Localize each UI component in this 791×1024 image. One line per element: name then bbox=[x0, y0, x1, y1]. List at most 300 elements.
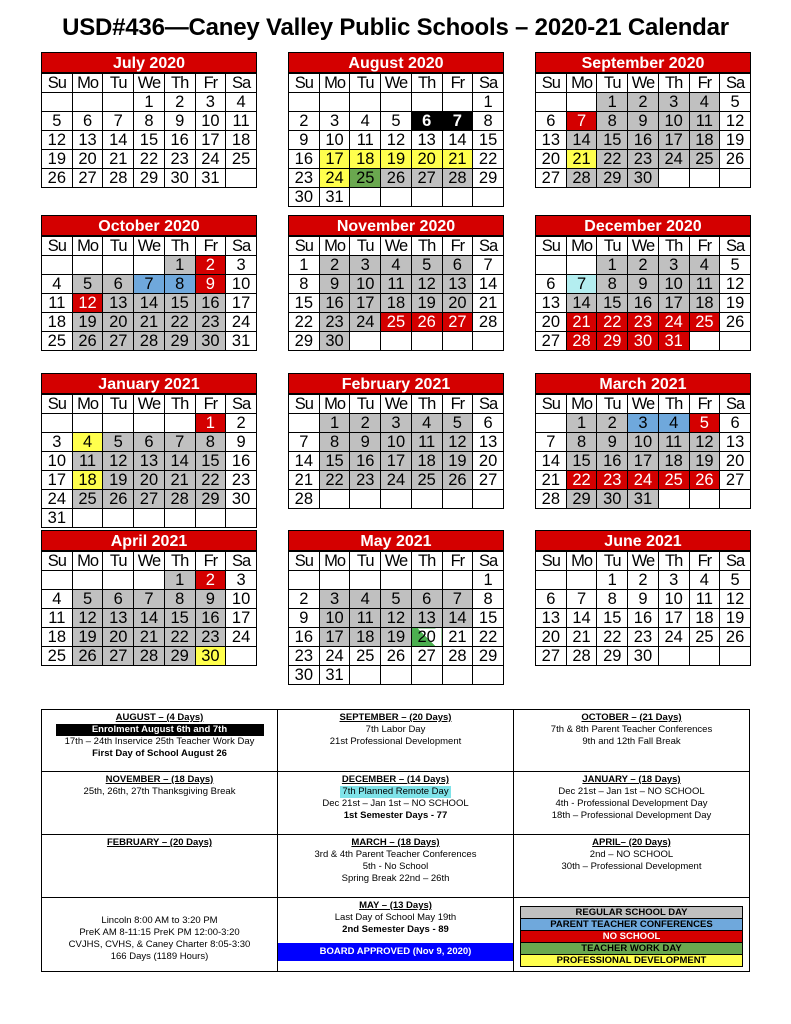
day-cell: 6 bbox=[72, 112, 103, 131]
day-cell: 2 bbox=[164, 93, 195, 112]
day-cell: 13 bbox=[536, 131, 567, 150]
day-cell: 9 bbox=[597, 433, 628, 452]
day-cell: 13 bbox=[536, 294, 567, 313]
weekday-label: Su bbox=[289, 237, 320, 256]
september-heading: SEPTEMBER – (20 Days) bbox=[339, 712, 452, 723]
day-cell: 22 bbox=[566, 471, 597, 490]
day-cell: 4 bbox=[658, 414, 689, 433]
day-cell: 28 bbox=[289, 490, 320, 509]
day-cell: 3 bbox=[195, 93, 226, 112]
april-line-2: 30th – Professional Development bbox=[561, 861, 702, 872]
day-cell: 10 bbox=[226, 590, 257, 609]
day-cell: 27 bbox=[72, 169, 103, 188]
weekday-label: Tu bbox=[103, 237, 134, 256]
empty-cell bbox=[381, 571, 412, 590]
day-cell: 4 bbox=[381, 256, 412, 275]
hours-line-3: CVJHS, CVHS, & Caney Charter 8:05-3:30 bbox=[68, 938, 251, 950]
summary-october bbox=[514, 710, 750, 772]
legend-no-school: NO SCHOOL bbox=[521, 930, 742, 942]
day-cell: 30 bbox=[164, 169, 195, 188]
day-cell: 6 bbox=[536, 275, 567, 294]
day-cell: 24 bbox=[658, 313, 689, 332]
weekday-label: Sa bbox=[473, 395, 504, 414]
day-cell: 30 bbox=[319, 332, 350, 351]
month-title: May 2021 bbox=[288, 530, 504, 551]
day-cell: 9 bbox=[195, 275, 226, 294]
empty-cell bbox=[411, 490, 442, 509]
empty-cell bbox=[658, 490, 689, 509]
day-cell: 16 bbox=[289, 150, 320, 169]
empty-cell bbox=[411, 571, 442, 590]
day-cell: 29 bbox=[164, 647, 195, 666]
day-cell: 18 bbox=[411, 452, 442, 471]
empty-cell bbox=[350, 490, 381, 509]
weekday-label: Su bbox=[536, 395, 567, 414]
weekday-label: Th bbox=[411, 237, 442, 256]
day-cell: 27 bbox=[473, 471, 504, 490]
day-cell: 24 bbox=[319, 647, 350, 666]
weekday-label: Mo bbox=[319, 395, 350, 414]
day-cell: 31 bbox=[658, 332, 689, 351]
empty-cell bbox=[536, 414, 567, 433]
hours-line-2: PreK AM 8-11:15 PreK PM 12:00-3:20 bbox=[79, 926, 240, 938]
weekday-label: Th bbox=[411, 552, 442, 571]
day-cell: 1 bbox=[164, 256, 195, 275]
may-line-1: Last Day of School May 19th bbox=[334, 912, 457, 923]
month-calendar bbox=[288, 373, 504, 509]
day-cell: 7 bbox=[566, 590, 597, 609]
day-cell: 22 bbox=[473, 150, 504, 169]
day-cell: 7 bbox=[473, 256, 504, 275]
day-cell: 15 bbox=[164, 609, 195, 628]
month-title: February 2021 bbox=[288, 373, 504, 394]
summary-november bbox=[42, 772, 278, 835]
day-cell: 3 bbox=[226, 571, 257, 590]
day-cell: 2 bbox=[350, 414, 381, 433]
day-cell: 10 bbox=[195, 112, 226, 131]
day-cell: 24 bbox=[226, 313, 257, 332]
day-cell: 2 bbox=[195, 571, 226, 590]
day-cell: 19 bbox=[720, 609, 751, 628]
empty-cell bbox=[289, 414, 320, 433]
weekday-label: Fr bbox=[195, 237, 226, 256]
empty-cell bbox=[689, 169, 720, 188]
empty-cell bbox=[226, 169, 257, 188]
weekday-label: Sa bbox=[473, 237, 504, 256]
day-cell: 26 bbox=[72, 332, 103, 351]
day-cell: 25 bbox=[350, 647, 381, 666]
day-cell: 27 bbox=[442, 313, 473, 332]
day-cell: 9 bbox=[628, 112, 659, 131]
weekday-label: Tu bbox=[350, 552, 381, 571]
day-cell: 2 bbox=[628, 256, 659, 275]
day-cell: 3 bbox=[319, 112, 350, 131]
month-calendar bbox=[535, 215, 751, 351]
weekday-label: We bbox=[134, 395, 165, 414]
empty-cell bbox=[658, 647, 689, 666]
weekday-label: Sa bbox=[226, 74, 257, 93]
weekday-label: Sa bbox=[226, 552, 257, 571]
day-cell: 13 bbox=[473, 433, 504, 452]
day-cell: 21 bbox=[134, 628, 165, 647]
weekday-label: We bbox=[628, 552, 659, 571]
day-cell: 28 bbox=[134, 332, 165, 351]
weekday-label: Sa bbox=[226, 237, 257, 256]
weekday-label: Tu bbox=[597, 395, 628, 414]
day-cell: 29 bbox=[597, 169, 628, 188]
empty-cell bbox=[350, 93, 381, 112]
empty-cell bbox=[442, 332, 473, 351]
day-cell: 9 bbox=[350, 433, 381, 452]
month-title: July 2020 bbox=[41, 52, 257, 73]
summary-december bbox=[278, 772, 514, 835]
day-cell: 24 bbox=[42, 490, 73, 509]
day-cell: 14 bbox=[164, 452, 195, 471]
day-cell: 22 bbox=[134, 150, 165, 169]
empty-cell bbox=[381, 332, 412, 351]
day-cell: 4 bbox=[42, 275, 73, 294]
day-cell: 1 bbox=[319, 414, 350, 433]
day-cell: 24 bbox=[658, 628, 689, 647]
day-cell: 3 bbox=[658, 93, 689, 112]
day-cell: 5 bbox=[103, 433, 134, 452]
day-cell: 19 bbox=[720, 131, 751, 150]
day-cell: 11 bbox=[350, 131, 381, 150]
day-cell: 6 bbox=[536, 112, 567, 131]
day-cell: 14 bbox=[566, 131, 597, 150]
day-cell: 18 bbox=[350, 628, 381, 647]
day-cell: 25 bbox=[72, 490, 103, 509]
day-cell: 19 bbox=[442, 452, 473, 471]
legend-ptc: PARENT TEACHER CONFERENCES bbox=[521, 918, 742, 930]
weekday-label: Sa bbox=[473, 552, 504, 571]
day-cell: 4 bbox=[689, 256, 720, 275]
day-cell: 12 bbox=[720, 275, 751, 294]
empty-cell bbox=[319, 571, 350, 590]
weekday-label: Sa bbox=[473, 74, 504, 93]
weekday-label: Tu bbox=[350, 74, 381, 93]
empty-cell bbox=[473, 332, 504, 351]
day-cell: 13 bbox=[411, 609, 442, 628]
day-cell: 2 bbox=[226, 414, 257, 433]
day-cell: 2 bbox=[628, 571, 659, 590]
day-cell: 18 bbox=[42, 313, 73, 332]
day-cell: 18 bbox=[42, 628, 73, 647]
day-cell: 26 bbox=[720, 150, 751, 169]
month-calendar bbox=[41, 530, 257, 666]
empty-cell bbox=[72, 414, 103, 433]
month-title: October 2020 bbox=[41, 215, 257, 236]
day-cell: 2 bbox=[289, 112, 320, 131]
day-cell: 14 bbox=[536, 452, 567, 471]
day-cell: 18 bbox=[350, 150, 381, 169]
empty-cell bbox=[536, 256, 567, 275]
september-line-1: 7th Labor Day bbox=[365, 724, 426, 735]
day-cell: 1 bbox=[289, 256, 320, 275]
empty-cell bbox=[134, 571, 165, 590]
day-cell: 19 bbox=[381, 150, 412, 169]
day-cell: 22 bbox=[289, 313, 320, 332]
day-cell: 19 bbox=[381, 628, 412, 647]
day-cell: 5 bbox=[42, 112, 73, 131]
day-cell: 24 bbox=[658, 150, 689, 169]
day-cell: 13 bbox=[720, 433, 751, 452]
weekday-label: Tu bbox=[350, 237, 381, 256]
empty-cell bbox=[381, 666, 412, 685]
day-cell: 21 bbox=[536, 471, 567, 490]
day-cell: 13 bbox=[411, 131, 442, 150]
weekday-label: We bbox=[381, 237, 412, 256]
day-cell: 24 bbox=[628, 471, 659, 490]
day-cell: 26 bbox=[689, 471, 720, 490]
day-cell: 8 bbox=[134, 112, 165, 131]
day-cell: 14 bbox=[566, 294, 597, 313]
day-cell: 20 bbox=[536, 150, 567, 169]
day-cell: 11 bbox=[689, 590, 720, 609]
day-cell: 19 bbox=[689, 452, 720, 471]
day-cell: 6 bbox=[473, 414, 504, 433]
day-cell: 5 bbox=[72, 590, 103, 609]
empty-cell bbox=[103, 571, 134, 590]
day-cell: 16 bbox=[350, 452, 381, 471]
day-cell: 12 bbox=[103, 452, 134, 471]
empty-cell bbox=[536, 571, 567, 590]
day-cell: 23 bbox=[628, 150, 659, 169]
empty-cell bbox=[319, 93, 350, 112]
weekday-label: Th bbox=[658, 552, 689, 571]
weekday-label: Mo bbox=[72, 552, 103, 571]
empty-cell bbox=[42, 256, 73, 275]
day-cell: 23 bbox=[628, 313, 659, 332]
day-cell: 6 bbox=[720, 414, 751, 433]
day-cell: 2 bbox=[319, 256, 350, 275]
day-cell: 28 bbox=[442, 169, 473, 188]
weekday-label: Su bbox=[289, 395, 320, 414]
day-cell: 13 bbox=[103, 294, 134, 313]
day-cell: 27 bbox=[134, 490, 165, 509]
day-cell: 15 bbox=[195, 452, 226, 471]
day-cell: 12 bbox=[411, 275, 442, 294]
day-cell: 17 bbox=[319, 628, 350, 647]
day-cell: 4 bbox=[350, 112, 381, 131]
empty-cell bbox=[411, 332, 442, 351]
day-cell: 12 bbox=[72, 609, 103, 628]
weekday-label: Tu bbox=[597, 552, 628, 571]
weekday-label: Sa bbox=[720, 74, 751, 93]
day-cell: 31 bbox=[226, 332, 257, 351]
day-cell: 22 bbox=[164, 313, 195, 332]
month-calendar bbox=[41, 373, 257, 528]
day-cell: 18 bbox=[226, 131, 257, 150]
day-cell: 11 bbox=[689, 112, 720, 131]
empty-cell bbox=[350, 571, 381, 590]
weekday-label: Tu bbox=[350, 395, 381, 414]
weekday-label: Mo bbox=[566, 237, 597, 256]
empty-cell bbox=[658, 169, 689, 188]
day-cell: 14 bbox=[473, 275, 504, 294]
weekday-label: Mo bbox=[72, 74, 103, 93]
day-cell: 16 bbox=[628, 609, 659, 628]
empty-cell bbox=[226, 509, 257, 528]
day-cell: 20 bbox=[411, 150, 442, 169]
day-cell: 13 bbox=[103, 609, 134, 628]
day-cell: 24 bbox=[195, 150, 226, 169]
day-cell: 9 bbox=[319, 275, 350, 294]
day-cell: 28 bbox=[473, 313, 504, 332]
march-line-2: 5th - No School bbox=[362, 861, 429, 872]
month-title: November 2020 bbox=[288, 215, 504, 236]
month-calendar bbox=[288, 52, 504, 207]
empty-cell bbox=[103, 414, 134, 433]
day-cell: 11 bbox=[381, 275, 412, 294]
empty-cell bbox=[381, 188, 412, 207]
empty-cell bbox=[195, 509, 226, 528]
august-line-2: First Day of School August 26 bbox=[92, 748, 227, 759]
page-title: USD#436—Caney Valley Public Schools – 2020-21 Calendar bbox=[62, 14, 729, 41]
day-cell: 31 bbox=[42, 509, 73, 528]
day-cell: 25 bbox=[381, 313, 412, 332]
summary-january bbox=[514, 772, 750, 835]
weekday-label: Sa bbox=[720, 237, 751, 256]
day-cell: 22 bbox=[195, 471, 226, 490]
weekday-label: Mo bbox=[319, 74, 350, 93]
day-cell: 9 bbox=[195, 590, 226, 609]
weekday-label: Su bbox=[289, 552, 320, 571]
empty-cell bbox=[689, 332, 720, 351]
september-line-2: 21st Professional Development bbox=[329, 736, 462, 747]
day-cell: 29 bbox=[597, 647, 628, 666]
day-cell: 8 bbox=[473, 590, 504, 609]
day-cell: 10 bbox=[658, 275, 689, 294]
weekday-label: Fr bbox=[689, 74, 720, 93]
empty-cell bbox=[350, 188, 381, 207]
month-title: April 2021 bbox=[41, 530, 257, 551]
weekday-label: Th bbox=[658, 237, 689, 256]
day-cell: 20 bbox=[720, 452, 751, 471]
day-cell: 2 bbox=[289, 590, 320, 609]
day-cell: 20 bbox=[103, 628, 134, 647]
weekday-label: Mo bbox=[72, 395, 103, 414]
empty-cell bbox=[350, 332, 381, 351]
day-cell: 15 bbox=[473, 609, 504, 628]
day-cell: 1 bbox=[597, 256, 628, 275]
day-cell: 21 bbox=[442, 150, 473, 169]
day-cell: 16 bbox=[289, 628, 320, 647]
empty-cell bbox=[164, 414, 195, 433]
weekday-label: Tu bbox=[103, 552, 134, 571]
weekday-label: Tu bbox=[103, 74, 134, 93]
day-cell: 5 bbox=[381, 112, 412, 131]
weekday-label: We bbox=[134, 552, 165, 571]
legend-regular: REGULAR SCHOOL DAY bbox=[521, 907, 742, 918]
remote-day-highlight: 7th Planned Remote Day bbox=[342, 786, 449, 797]
day-cell: 10 bbox=[628, 433, 659, 452]
empty-cell bbox=[442, 490, 473, 509]
day-cell: 13 bbox=[442, 275, 473, 294]
day-cell: 28 bbox=[164, 490, 195, 509]
empty-cell bbox=[103, 509, 134, 528]
empty-cell bbox=[473, 188, 504, 207]
month-title: January 2021 bbox=[41, 373, 257, 394]
day-cell: 30 bbox=[195, 647, 226, 666]
day-cell: 3 bbox=[319, 590, 350, 609]
day-cell: 1 bbox=[195, 414, 226, 433]
day-cell: 27 bbox=[720, 471, 751, 490]
day-cell: 4 bbox=[350, 590, 381, 609]
empty-cell bbox=[289, 571, 320, 590]
day-cell: 20 bbox=[103, 313, 134, 332]
day-cell: 27 bbox=[536, 647, 567, 666]
day-cell: 4 bbox=[72, 433, 103, 452]
empty-cell bbox=[442, 188, 473, 207]
weekday-label: Fr bbox=[689, 237, 720, 256]
day-cell: 29 bbox=[566, 490, 597, 509]
empty-cell bbox=[226, 647, 257, 666]
day-cell: 19 bbox=[103, 471, 134, 490]
empty-cell bbox=[42, 571, 73, 590]
day-cell: 21 bbox=[289, 471, 320, 490]
day-cell: 28 bbox=[566, 332, 597, 351]
day-cell: 26 bbox=[72, 647, 103, 666]
day-cell: 26 bbox=[381, 647, 412, 666]
day-cell: 29 bbox=[195, 490, 226, 509]
weekday-label: Fr bbox=[442, 74, 473, 93]
day-cell: 21 bbox=[164, 471, 195, 490]
october-line-2: 9th and 12th Fall Break bbox=[582, 736, 681, 747]
day-cell: 26 bbox=[42, 169, 73, 188]
day-cell: 5 bbox=[689, 414, 720, 433]
day-cell: 20 bbox=[411, 628, 442, 647]
day-cell: 7 bbox=[566, 112, 597, 131]
day-cell: 8 bbox=[164, 590, 195, 609]
december-line-2: 1st Semester Days - 77 bbox=[343, 810, 448, 821]
day-cell: 26 bbox=[720, 628, 751, 647]
empty-cell bbox=[72, 571, 103, 590]
empty-cell bbox=[350, 666, 381, 685]
day-cell: 7 bbox=[134, 275, 165, 294]
january-heading: JANUARY – (18 Days) bbox=[582, 774, 681, 785]
day-cell: 28 bbox=[103, 169, 134, 188]
october-line-1: 7th & 8th Parent Teacher Conferences bbox=[550, 724, 713, 735]
day-cell: 24 bbox=[319, 169, 350, 188]
day-cell: 22 bbox=[319, 471, 350, 490]
day-cell: 30 bbox=[597, 490, 628, 509]
day-cell: 3 bbox=[381, 414, 412, 433]
day-cell: 12 bbox=[72, 294, 103, 313]
day-cell: 9 bbox=[226, 433, 257, 452]
empty-cell bbox=[103, 256, 134, 275]
legend bbox=[514, 898, 750, 972]
board-approved-banner: BOARD APPROVED (Nov 9, 2020) bbox=[278, 943, 513, 961]
day-cell: 20 bbox=[442, 294, 473, 313]
weekday-label: We bbox=[134, 237, 165, 256]
january-line-2: 4th - Professional Development Day bbox=[555, 798, 708, 809]
month-calendar bbox=[41, 52, 257, 188]
day-cell: 10 bbox=[658, 590, 689, 609]
weekday-label: Su bbox=[42, 552, 73, 571]
day-cell: 26 bbox=[720, 313, 751, 332]
empty-cell bbox=[473, 666, 504, 685]
day-cell: 4 bbox=[689, 571, 720, 590]
day-cell: 17 bbox=[658, 131, 689, 150]
day-cell: 10 bbox=[319, 131, 350, 150]
empty-cell bbox=[566, 571, 597, 590]
month-calendar bbox=[41, 215, 257, 351]
weekday-label: Th bbox=[411, 74, 442, 93]
day-cell: 27 bbox=[411, 647, 442, 666]
december-heading: DECEMBER – (14 Days) bbox=[341, 774, 450, 785]
day-cell: 10 bbox=[658, 112, 689, 131]
